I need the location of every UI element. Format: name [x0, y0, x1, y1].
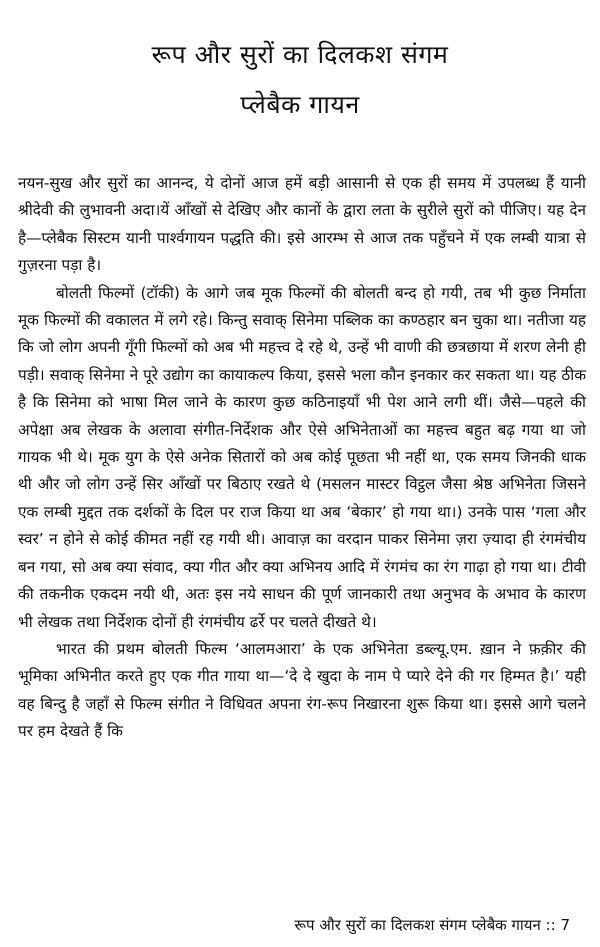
paragraph-1: नयन-सुख और सुरों का आनन्द, ये दोनों आज हमें बड़ी आसानी से एक ही समय में उपलब्ध हैं यानी श्रीदेवी की लुभावनी अदा।यें आँखों से देखिए और कानों के द्वारा लता के सुरीले सुरों को पीजिए। यह देन है—प्लेबैक सिस्टम यानी पार्श्वगायन पद्धति की। इसे आरम्भ से आज तक पहुँचने में एक लम्बी यात्रा से गुज़रना पड़ा है। [18, 174, 586, 275]
page-footer: रूप और सुरों का दिलकश संगम प्लेबैक गायन :: 7 [294, 916, 570, 934]
chapter-title-line-2: प्लेबैक गायन [240, 90, 360, 119]
body-text [18, 170, 586, 746]
chapter-title-line-1: रूप और सुरों का दिलकश संगम [151, 40, 449, 69]
paragraph-3: भारत की प्रथम बोलती फिल्म ‘आलमआरा’ के एक अभिनेता डब्ल्यू.एम. ख़ान ने फ़क़ीर की भूमिका अभिनीत करते हुए एक गीत गाया था—‘दे दे खुदा के नाम पे प्यारे देने की गर हिम्मत है।’ यही वह बिन्दु है जहाँ से फिल्म संगीत ने विधिवत अपना रंग-रूप निखारना शुरू किया था। इससे आगे चलने पर हम देखते हैं कि [18, 639, 586, 741]
chapter-title [0, 30, 600, 130]
paragraph-2: बोलती फिल्मों (टॉकी) के आगे जब मूक फिल्मों की बोलती बन्द हो गयी, तब भी कुछ निर्माता मूक फिल्मों की वकालत में लगे रहे। किन्तु सवाक् सिनेमा पब्लिक का कण्ठहार बन चुका था। नतीजा यह कि जो लोग अपनी गूँगी फिल्मों को अब भी महत्त्व दे रहे थे, उन्हें भी वाणी की छत्रछाया में शरण लेनी ही पड़ी। सवाक् सिनेमा ने पूरे उद्योग का कायाकल्प किया, इससे भला कौन इनकार कर सकता था। यह ठीक है कि सिनेमा को भाषा मिल जाने के कारण कुछ कठिनाइयाँ भी पेश आने लगी थीं। जैसे—पहले की अपेक्षा अब लेखक के अलावा संगीत-निर्देशक और ऐसे अभिनेताओं का महत्त्व बहुत बढ़ गया था जो गायक भी थे। मूक युग के ऐसे अनेक सितारों को अब कोई पूछता भी नहीं था, एक समय जिनकी धाक थी और जो लोग उन्हें सिर आँखों पर बिठाए रखते थे (मसलन मास्टर विट्ठल जैसा श्रेष्ठ अभिनेता जिसने एक लम्बी मुद्दत तक दर्शकों के दिल पर राज किया था अब ‘बेकार’ हो गया था।) उनके पास ‘गला और स्वर’ न होने से कोई कीमत नहीं रह गयी थी। आवाज़ का वरदान पाकर सिनेमा ज़रा ज़्यादा ही रंगमंचीय बन गया, सो अब क्या संवाद, क्या गीत और क्या अभिनय आदि में रंगमंच का रंग गाढ़ा हो गया था। टीवी की तकनीक एकदम नयी थी, अतः इस नये साधन की पूर्ण जानकारी तथा अनुभव के अभाव के कारण भी लेखक तथा निर्देशक दोनों ही रंगमंचीय ढर्रे पर चलते दीखते थे। [18, 283, 586, 631]
